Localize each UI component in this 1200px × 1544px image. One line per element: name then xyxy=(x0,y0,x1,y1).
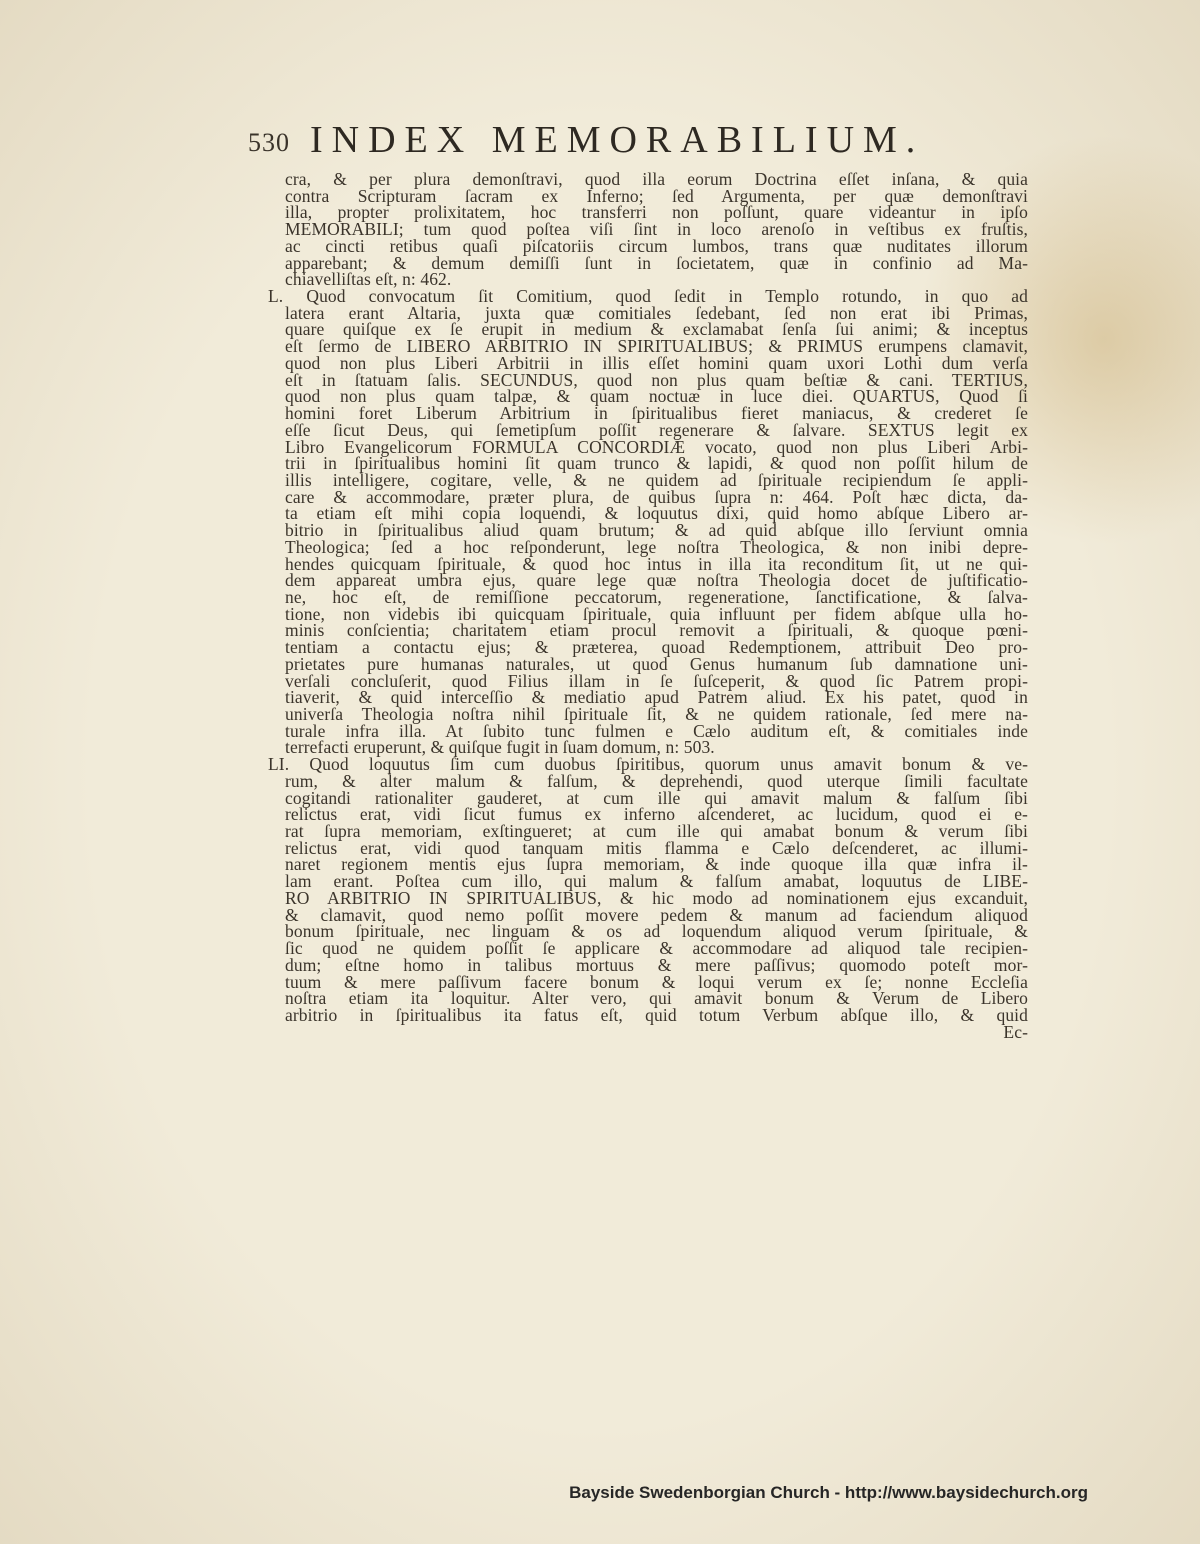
text-line: dem appareat umbra ejus, quare lege quæ noſtra Theologia docet de juſtificatio- xyxy=(285,570,1028,591)
text-line: cogitandi rationaliter gauderet, at cum ille qui amavit malum & falſum ſibi xyxy=(285,787,1028,808)
body-text xyxy=(268,171,1028,1040)
text-line: turale infra illa. At ſubito tunc fulmen e Cælo auditum eſt, & comitiales inde xyxy=(285,720,1028,741)
text-line: relictus erat, vidi ſicut fumus ex inferno aſcenderet, ac lucidum, quod ei e- xyxy=(285,804,1028,825)
text-line: terrefacti eruperunt, & quiſque fugit in ſuam domum, n: 503. xyxy=(285,737,715,758)
text-line: trii in ſpiritualibus homini ſit quam trunco & lapidi, & quod non poſſit hilum de xyxy=(285,453,1028,474)
text-line: tentiam a contactu ejus; & præterea, quoad Redemptionem, attribuit Deo pro- xyxy=(285,637,1028,658)
text-line: eſſe ſicut Deus, qui ſemetipſum poſſit regenerare & ſalvare. SEXTUS legit ex xyxy=(285,419,1028,440)
text-line: Ec- xyxy=(1003,1021,1028,1042)
text-line: univerſa Theologia noſtra nihil ſpirituale ſit, & ne quidem rationale, ſed mere na- xyxy=(285,704,1028,724)
text-line: latera erant Altaria, juxta quæ comitiales ſedebant, ſed non erat ibi Primas, xyxy=(285,302,1028,323)
text-line: tione, non videbis ibi quicquam ſpirituale, quia influunt per fidem abſque ulla ho- xyxy=(285,603,1028,624)
text-line: ne, hoc eſt, de remiſſione peccatorum, regeneratione, ſanctificatione, & ſalva- xyxy=(285,586,1028,607)
text-line: tuum & mere paſſivum facere bonum & loqui verum ex ſe; nonne Eccleſia xyxy=(285,971,1028,992)
text-line: homini foret Liberum Arbitrium in ſpiritualibus fieret maniacus, & crederet ſe xyxy=(285,403,1028,424)
text-line: noſtra etiam ita loquitur. Alter vero, qui amavit bonum & Verum de Libero xyxy=(285,988,1028,1009)
text-line: quod non plus quam talpæ, & quam noctuæ in luce diei. QUARTUS, Quod ſi xyxy=(285,386,1028,407)
text-line: relictus erat, vidi quod tanquam mitis flamma e Cælo deſcenderet, ac illumi- xyxy=(285,837,1028,858)
running-title: INDEX MEMORABILIUM. xyxy=(310,119,925,161)
text-line: eſt in ſtatuam ſalis. SECUNDUS, quod non plus quam beſtiæ & cani. TERTIUS, xyxy=(285,369,1028,390)
page-header xyxy=(248,118,968,162)
text-line: eſt ſermo de LIBERO ARBITRIO IN SPIRITUALIBUS; & PRIMUS erumpens clamavit, xyxy=(285,336,1028,357)
text-line: RO ARBITRIO IN SPIRITUALIBUS, & hic modo ad nominationem ejus excanduit, xyxy=(285,887,1028,908)
text-line: minis conſcientia; charitatem etiam procul removit a ſpirituali, & quoque pœni- xyxy=(285,620,1028,641)
page-number: 530 xyxy=(248,128,290,157)
text-line: illa, propter prolixitatem, hoc transferri non poſſunt, quare videantur in ipſo xyxy=(285,202,1028,223)
text-line: care & accommodare, præter plura, de quibus ſupra n: 464. Poſt hæc dicta, da- xyxy=(285,486,1028,507)
text-line: apparebant; & demum demiſſi ſunt in ſocietatem, quæ in confinio ad Ma- xyxy=(285,252,1028,273)
text-line: prietates pure humanas naturales, ut quod Genus humanum ſub damnatione uni- xyxy=(285,653,1028,674)
text-line: & clamavit, quod nemo poſſit movere pedem & manum ad faciendum aliquod xyxy=(285,904,1028,925)
text-line: illis intelligere, cogitare, velle, & ne quidem ad ſpirituale recipiendum ſe appli- xyxy=(285,469,1028,490)
text-line: Theologica; ſed a hoc reſponderunt, lege noſtra Theologica, & non inibi depre- xyxy=(285,536,1028,557)
text-line: ſic quod ne quidem poſſit ſe applicare & accommodare ad aliquod tale recipien- xyxy=(285,938,1028,959)
text-line: bitrio in ſpiritualibus aliud quam brutum; & ad quid abſque illo ſerviunt omnia xyxy=(285,520,1028,541)
text-line: quare quiſque ex ſe erupit in medium & exclamabat ſenſa ſui animi; & inceptus xyxy=(285,319,1028,340)
text-line: MEMORABILI; tum quod poſtea viſi ſint in loco arenoſo in veſtibus ex fruſtis, xyxy=(285,219,1028,240)
text-line: cra, & per plura demonſtravi, quod illa eorum Doctrina eſſet inſana, & quia xyxy=(285,169,1028,189)
footer-credit: Bayside Swedenborgian Church - http://www.baysidechurch.org xyxy=(569,1483,1088,1502)
text-line: Libro Evangelicorum FORMULA CONCORDIÆ vocato, quod non plus Liberi Arbi- xyxy=(285,436,1028,457)
text-line: lam erant. Poſtea cum illo, qui malum & falſum amabat, loquutus de LIBE- xyxy=(285,871,1028,892)
text-line: naret regionem mentis ejus ſupra memoriam, & inde quoque illa quæ infra il- xyxy=(285,854,1028,875)
text-line: rum, & alter malum & falſum, & deprehendi, quod uterque ſimili facultate xyxy=(285,770,1028,791)
text-line: ta etiam eſt mihi copia loquendi, & loquutus dixi, quid homo abſque Libero ar- xyxy=(285,503,1028,524)
text-line: chiavelliſtas eſt, n: 462. xyxy=(285,269,452,290)
text-line: rat ſupra memoriam, exſtingueret; at cum ille qui amabat bonum & verum ſibi xyxy=(285,821,1028,842)
text-line: ac cincti retibus quaſi piſcatoriis circum lumbos, trans quæ nuditates illorum xyxy=(285,235,1028,256)
text-line: quod non plus Liberi Arbitrii in illis eſſet homini quam uxori Lothi dum verſa xyxy=(285,352,1028,373)
text-line: verſali concluſerit, quod Filius illam in ſe ſuſceperit, & quod ſic Patrem propi- xyxy=(285,670,1028,691)
text-line: LI. Quod loquutus ſim cum duobus ſpiritibus, quorum unus amavit bonum & ve- xyxy=(268,754,1028,775)
text-line: hendes quicquam ſpirituale, & quod hoc intus in illa ita reconditum ſit, ut ne qui- xyxy=(285,553,1028,574)
text-line: bonum ſpirituale, nec linguam & os ad loquendum aliquod verum ſpirituale, & xyxy=(285,921,1028,942)
text-line: L. Quod convocatum ſit Comitium, quod ſedit in Templo rotundo, in quo ad xyxy=(268,286,1028,307)
text-line: tiaverit, & quid interceſſio & mediatio apud Patrem aliud. Ex his patet, quod in xyxy=(285,687,1028,708)
text-line: dum; eſtne homo in talibus mortuus & mere paſſivus; quomodo poteſt mor- xyxy=(285,954,1028,975)
text-line: contra Scripturam ſacram ex Inferno; ſed Argumenta, per quæ demonſtravi xyxy=(285,185,1028,206)
text-line: arbitrio in ſpiritualibus ita fatus eſt, quid totum Verbum abſque illo, & quid xyxy=(285,1004,1028,1025)
